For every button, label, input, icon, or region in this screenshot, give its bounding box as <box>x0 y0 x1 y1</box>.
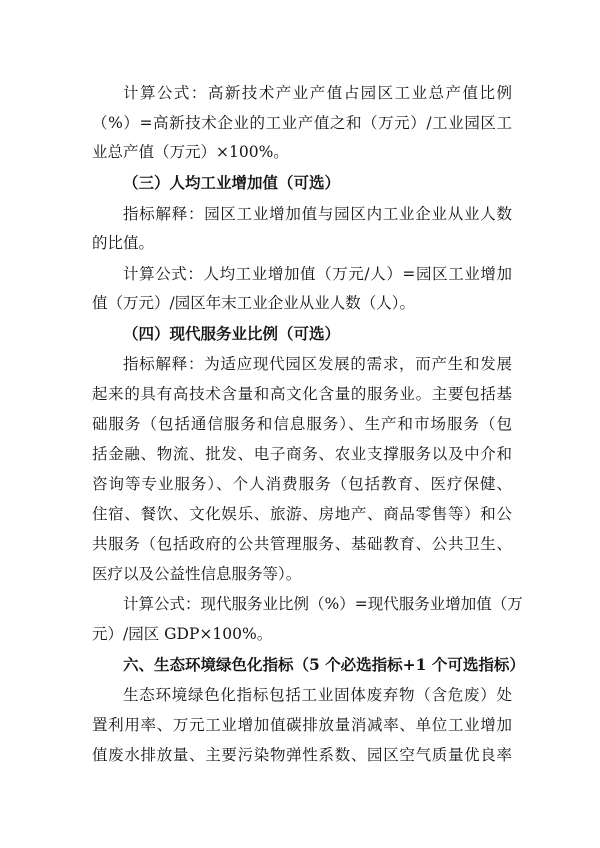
section-heading-3: （三）人均工业增加值（可选） <box>123 173 341 192</box>
section-heading-6: 六、生态环境绿色化指标（5 个必选指标+1 个可选指标） <box>123 655 525 674</box>
formula-per-capita-line-1: 计算公式：人均工业增加值（万元/人）=园区工业增加 <box>123 265 512 283</box>
indicator-explanation-line-1: 指标解释：园区工业增加值与园区内工业企业从业人数 <box>123 205 512 223</box>
section-heading-4: （四）现代服务业比例（可选） <box>123 324 341 343</box>
eco-explanation-line-2: 置利用率、万元工业增加值碳排放量消减率、单位工业增加 <box>92 716 512 734</box>
service-explanation-line-7: 共服务（包括政府的公共管理服务、基础教育、公共卫生、 <box>92 535 512 553</box>
service-explanation-line-3: 础服务（包括通信服务和信息服务）、生产和市场服务（包 <box>92 415 512 433</box>
formula-high-tech-line-1: 计算公式：高新技术产业产值占园区工业总产值比例 <box>123 84 512 102</box>
service-explanation-line-4: 括金融、物流、批发、电子商务、农业支撑服务以及中介和 <box>92 445 512 463</box>
eco-explanation-line-3: 值废水排放量、主要污染物弹性系数、园区空气质量优良率 <box>92 746 512 764</box>
service-explanation-line-8: 医疗以及公益性信息服务等）。 <box>92 565 302 583</box>
indicator-explanation-line-2: 的比值。 <box>92 234 155 252</box>
eco-explanation-line-1: 生态环境绿色化指标包括工业固体废弃物（含危废）处 <box>123 686 512 704</box>
formula-high-tech-line-2: （%）=高新技术企业的工业产值之和（万元）/工业园区工 <box>92 114 512 132</box>
formula-service-line-2: 元）/园区 GDP×100%。 <box>92 625 273 643</box>
service-explanation-line-1: 指标解释：为适应现代园区发展的需求，而产生和发展 <box>123 355 512 373</box>
service-explanation-line-6: 住宿、餐饮、文化娱乐、旅游、房地产、商品零售等）和公 <box>92 505 512 523</box>
service-explanation-line-5: 咨询等专业服务）、个人消费服务（包括教育、医疗保健、 <box>92 475 512 493</box>
formula-service-line-1: 计算公式：现代服务业比例（%）=现代服务业增加值（万 <box>123 595 523 613</box>
formula-per-capita-line-2: 值（万元）/园区年末工业企业从业人数（人）。 <box>92 294 415 312</box>
service-explanation-line-2: 起来的具有高技术含量和高文化含量的服务业。主要包括基 <box>92 385 512 403</box>
formula-high-tech-line-3: 业总产值（万元）×100%。 <box>92 143 289 161</box>
